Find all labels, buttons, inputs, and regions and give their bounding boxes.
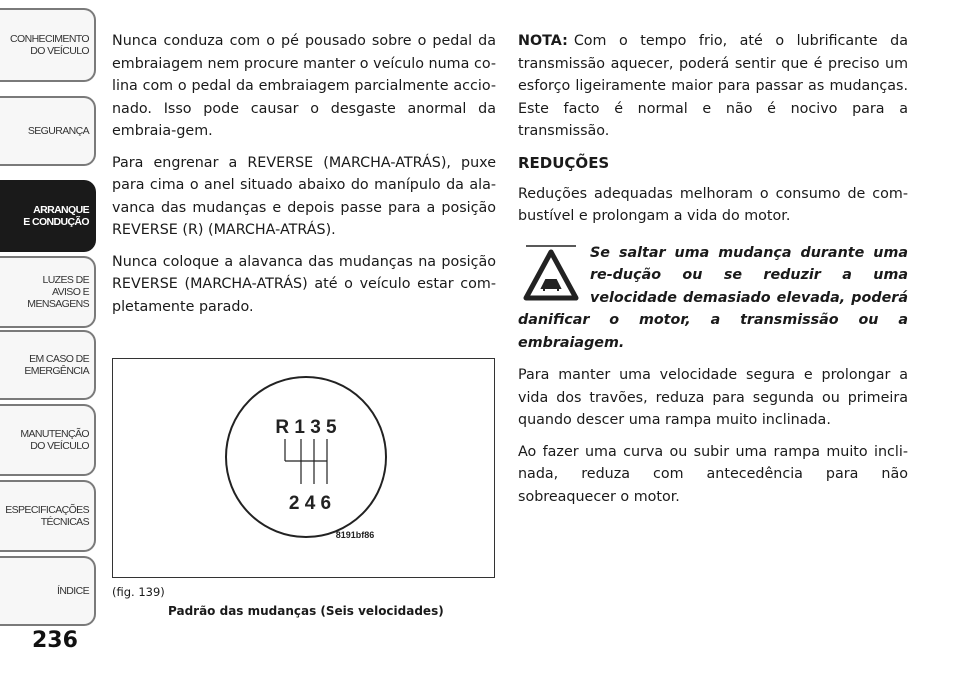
shift-pattern-lines [285, 439, 327, 484]
tab-label: LUZES DE [42, 274, 89, 286]
tab-label: TÉCNICAS [40, 516, 89, 528]
figure-code: 8191bf86 [335, 530, 375, 540]
gear-bottom-row: 2 4 6 [288, 493, 332, 514]
tab-label: MANUTENÇÃO [20, 428, 89, 440]
tab-luzes-de-aviso[interactable] [0, 256, 96, 328]
paragraph-clutch: Nunca conduza com o pé pousado sobre o pedal da embraiagem nem procure manter o veículo numa co-lina com o pedal da embraiagem parcialmente accio-nado. Isso pode causar o desgaste anormal da embraia-gem. [112, 33, 496, 139]
figure-caption: Padrão das mudanças (Seis velocidades) [168, 604, 444, 618]
tab-label: AVISO E [51, 286, 89, 298]
gear-pattern-figure [112, 358, 495, 578]
tab-label: EM CASO DE [29, 353, 89, 365]
warning-block [518, 242, 908, 355]
tab-label: E CONDUÇÃO [23, 216, 89, 228]
warning-text: Se saltar uma mudança durante uma re-dução ou se reduzir a uma velocidade demasiado elevada, poderá danificar o motor, a transmissão ou a embraiagem. [518, 244, 908, 351]
tab-arranque-e-conducao[interactable] [0, 180, 96, 252]
paragraph-reverse-engage: Para engrenar a REVERSE (MARCHA-ATRÁS), puxe para cima o anel situado abaixo do manípulo da ala-vanca das mudanças e depois passe para a posição REVERSE (R) (MARCHA-ATRÁS). [112, 154, 496, 238]
chapter-tabs [0, 0, 98, 630]
tab-label: CONHECIMENTO [10, 33, 89, 45]
tab-conhecimento-do-veiculo[interactable] [0, 8, 96, 82]
left-column [112, 30, 496, 327]
tab-label: ÍNDICE [57, 585, 89, 597]
tab-label: SEGURANÇA [27, 125, 89, 137]
section-heading: REDUÇÕES [518, 153, 610, 172]
tab-especificacoes-tecnicas[interactable] [0, 480, 96, 552]
warning-triangle-icon [522, 242, 580, 304]
note-label: NOTA: [518, 33, 568, 49]
tab-label: DO VEÍCULO [30, 45, 89, 57]
tab-em-caso-de-emergencia[interactable] [0, 330, 96, 400]
paragraph-reverse-stop: Nunca coloque a alavanca das mudanças na posição REVERSE (MARCHA-ATRÁS) até o veículo estar com-pletamente parado. [112, 253, 496, 315]
figure-label: (fig. 139) [112, 585, 165, 599]
gear-knob-diagram [113, 359, 493, 576]
tab-label: EMERGÊNCIA [24, 365, 89, 377]
paragraph-curve: Ao fazer uma curva ou subir uma rampa muito incli-nada, reduza com antecedência para não sobreaquecer o motor. [518, 443, 908, 505]
gear-top-row: R 1 3 5 [275, 417, 337, 438]
tab-manutencao-do-veiculo[interactable] [0, 404, 96, 476]
right-column [518, 30, 908, 517]
page-number: 236 [32, 628, 78, 653]
note-text: Com o tempo frio, até o lubrificante da transmissão aquecer, poderá sentir que é preciso um esforço ligeiramente maior para passar as mudanças. Este facto é normal e não é nocivo para a transmissão. [518, 33, 908, 139]
paragraph-reductions: Reduções adequadas melhoram o consumo de com-bustível e prolongam a vida do motor. [518, 185, 908, 224]
tab-label: DO VEÍCULO [30, 440, 89, 452]
tab-indice[interactable] [0, 556, 96, 626]
tab-label: MENSAGENS [27, 298, 89, 310]
tab-label: ARRANQUE [33, 204, 89, 216]
tab-label: ESPECIFICAÇÕES [5, 504, 89, 516]
tab-seguranca[interactable] [0, 96, 96, 166]
note-paragraph [518, 30, 908, 143]
paragraph-descent: Para manter uma velocidade segura e prolongar a vida dos travões, reduza para segunda ou primeira quando descer uma rampa muito inclinada. [518, 367, 908, 428]
